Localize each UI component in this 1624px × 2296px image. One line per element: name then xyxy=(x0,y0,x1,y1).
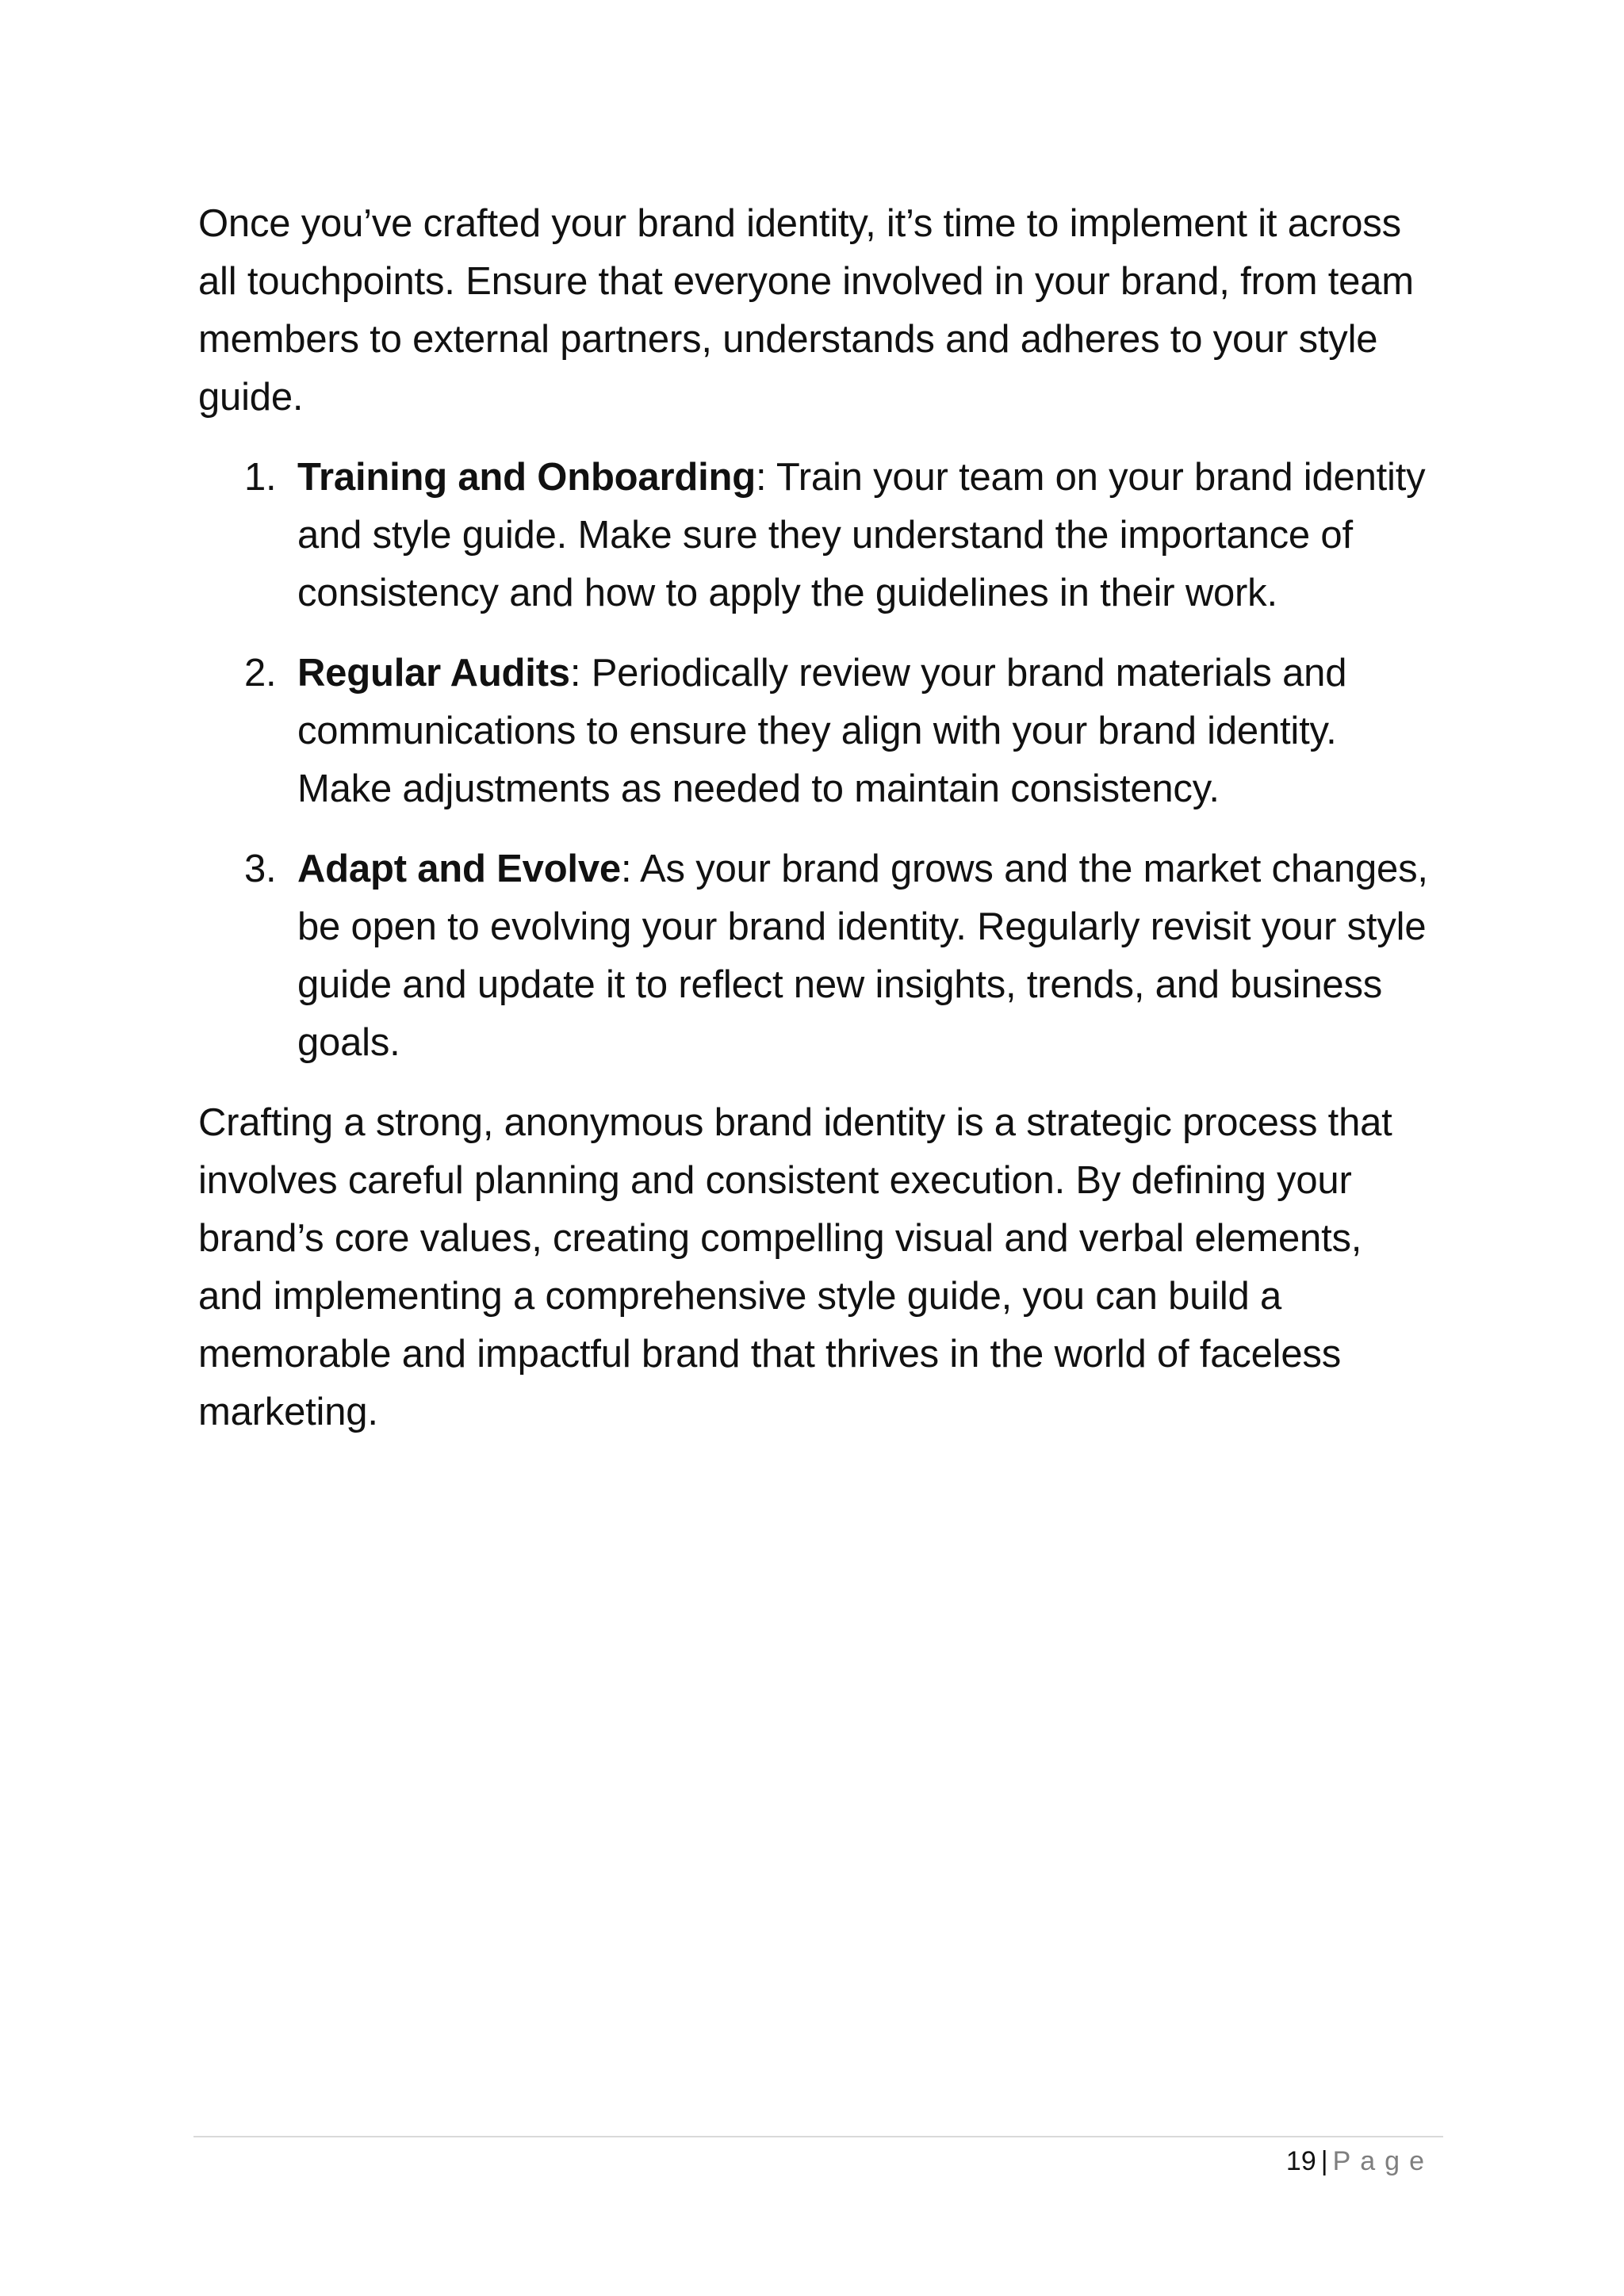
list-item-number: 1. xyxy=(244,456,277,499)
footer-divider xyxy=(193,2136,1443,2137)
page-number: 19 xyxy=(1285,2146,1316,2176)
list-item-term: Regular Audits xyxy=(297,652,570,695)
list-item xyxy=(198,840,1435,1072)
page-footer xyxy=(1286,2142,1434,2180)
conclusion-paragraph: Crafting a strong, anonymous brand identity is a strategic process that involves careful planning and consistent execution. By defining your brand’s core values, creating compelling visual and verbal elements, and implementing a comprehensive style guide, you can build a memorable and impactful brand that thrives in the world of faceless marketing. xyxy=(198,1101,1392,1433)
list-item-term: Training and Onboarding xyxy=(297,456,756,499)
intro-paragraph: Once you’ve crafted your brand identity, it’s time to implement it across all touchpoints. Ensure that everyone involved in your brand, from team members to external partners, understands and adheres to your style guide. xyxy=(198,202,1414,419)
implementation-steps-list xyxy=(198,449,1435,1072)
page-body xyxy=(198,195,1435,1441)
list-item xyxy=(198,645,1435,818)
list-item-number: 3. xyxy=(244,848,277,890)
list-item-text: : As your brand grows and the market changes, be open to evolving your brand identity. Regularly revisit your style guide and update it to reflect new insights, trends, and business goals. xyxy=(297,848,1428,1064)
list-item-number: 2. xyxy=(244,652,277,695)
list-item-text: : Train your team on your brand identity and style guide. Make sure they understand the importance of consistency and how to apply the guidelines in their work. xyxy=(297,456,1426,614)
list-item-text: : Periodically review your brand materials and communications to ensure they align with your brand identity. Make adjustments as needed to maintain consistency. xyxy=(297,652,1347,810)
list-item xyxy=(198,449,1435,622)
page-label: Page xyxy=(1332,2146,1434,2176)
footer-separator: | xyxy=(1320,2146,1328,2176)
list-item-term: Adapt and Evolve xyxy=(297,848,621,890)
